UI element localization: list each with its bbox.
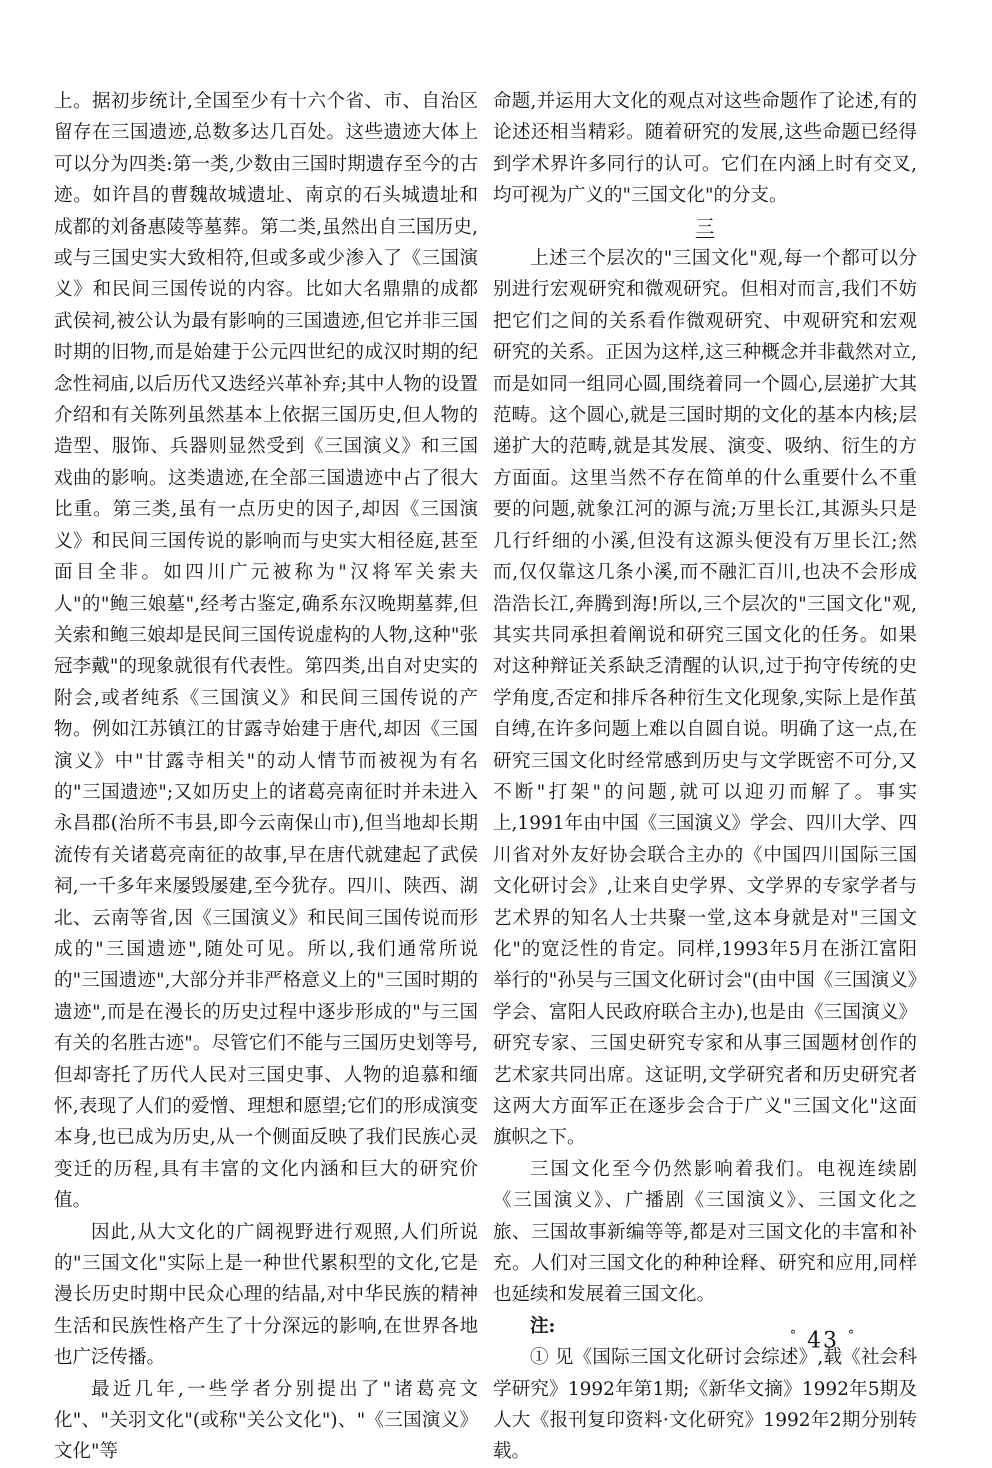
body-paragraph: 上。据初步统计,全国至少有十六个省、市、自治区留存在三国遗迹,总数多达几百处。这些遗迹大体上可以分为四类:第一类,少数由三国时期遗存至今的古迹。如许昌的曹魏故城遗址、南京的石头城遗址和成都的刘备惠陵等墓葬。第二类,虽然出自三国历史,或与三国史实大致相符,但或多或少渗入了《三国演义》和民间三国传说的内容。比如大名鼎鼎的成都武侯祠,被公认为最有影响的三国遗迹,但它并非三国时期的旧物,而是始建于公元四世纪的成汉时期的纪念性祠庙,以后历代又迭经兴革补弃;其中人物的设置介绍和有关陈列虽然基本上依据三国历史,但人物的造型、服饰、兵器则显然受到《三国演义》和三国戏曲的影响。这类遗迹,在全部三国遗迹中占了很大比重。第三类,虽有一点历史的因子,却因《三国演义》和民间三国传说的影响而与史实大相径庭,甚至面目全非。如四川广元被称为"汉将军关索夫人"的"鲍三娘墓",经考古鉴定,确系东汉晚期墓葬,但关索和鲍三娘却是民间三国传说虚构的人物,这种"张冠李戴"的现象就很有代表性。第四类,出自对史实的附会,或者纯系《三国演义》和民间三国传说的产物。例如江苏镇江的甘露寺始建于唐代,却因《三国演义》中"甘露寺相关"的动人情节而被视为有名的"三国遗迹";又如历史上的诸葛亮南征时并未进入永昌郡(治所不韦县,即今云南保山市),但当地却长期流传有关诸葛亮南征的故事,早在唐代就建起了武侯祠,一千多年来屡毁屡建,至今犹存。四川、陕西、湖北、云南等省,因《三国演义》和民间三国传说而形成的"三国遗迹",随处可见。所以,我们通常所说的"三国遗迹",大部分并非严格意义上的"三国时期的遗迹",而是在漫长的历史过程中逐步形成的"与三国有关的名胜古迹"。尽管它们不能与三国历史划等号,但却寄托了历代人民对三国史事、人物的追慕和缅怀,表现了人们的爱憎、理想和愿望;它们的形成演变本身,也已成为历史,从一个侧面反映了我们民族心灵变迁的历程,具有丰富的文化内涵和巨大的研究价值。 — [54, 91, 478, 1212]
body-paragraph: 命题,并运用大文化的观点对这些命题作了论述,有的论述还相当精彩。随着研究的发展,这些命题已经得到学术界许多同行的认可。它们在内涵上时有交叉,均可视为广义的"三国文化"的分支。 — [493, 91, 917, 207]
left-column — [54, 86, 478, 1468]
page-number-dot-right: ° — [848, 1328, 856, 1342]
notes-label: 注: — [530, 1315, 556, 1337]
page-number — [790, 1328, 856, 1353]
section-heading — [493, 212, 917, 243]
section-heading-text: 三 — [695, 216, 715, 238]
body-paragraph: 最近几年,一些学者分别提出了"诸葛亮文化"、"关羽文化"(或称"关公文化")、"《三国演义》文化"等 — [54, 1378, 478, 1463]
footnote: ① 见《国际三国文化研讨会综述》,载《社会科学研究》1992年第1期;《新华文摘》1992年5期及人大《报刊复印资料·文化研究》1992年2期分别转载。 — [493, 1347, 917, 1463]
page-number-dot-left: ° — [790, 1328, 798, 1342]
body-paragraph: 上述三个层次的"三国文化"观,每一个都可以分别进行宏观研究和微观研究。但相对而言,我们不妨把它们之间的关系看作微观研究、中观研究和宏观研究的关系。正因为这样,这三种概念并非截然对立,而是如同一组同心圆,围绕着同一个圆心,层递扩大其范畴。这个圆心,就是三国时期的文化的基本内核;层递扩大的范畴,就是其发展、演变、吸纳、衍生的方方面面。这里当然不存在简单的什么重要什么不重要的问题,就象江河的源与流;万里长江,其源头只是几行纤细的小溪,但没有这源头便没有万里长江;然而,仅仅靠这几条小溪,而不融汇百川,也决不会形成浩浩长江,奔腾到海!所以,三个层次的"三国文化"观,其实共同承担着阐说和研究三国文化的任务。如果对这种辩证关系缺乏清醒的认识,过于拘守传统的史学角度,否定和排斥各种衍生文化现象,实际上是作茧自缚,在许多问题上难以自圆自说。明确了这一点,在研究三国文化时经常感到历史与文学既密不可分,又不断"打架"的问题,就可以迎刃而解了。事实上,1991年由中国《三国演义》学会、四川大学、四川省对外友好协会联合主办的《中国四川国际三国文化研讨会》,让来自史学界、文学界的专家学者与艺术界的知名人士共聚一堂,这本身就是对"三国文化"的宽泛性的肯定。同样,1993年5月在浙江富阳举行的"孙吴与三国文化研讨会"(由中国《三国演义》学会、富阳人民政府联合主办),也是由《三国演义》研究专家、三国史研究专家和从事三国题材创作的艺术家共同出席。这证明,文学研究者和历史研究者这两大方面军正在逐步会合于广义"三国文化"这面旗帜之下。 — [493, 248, 917, 1149]
right-column — [493, 86, 917, 1468]
page-number-value: 43 — [807, 1328, 839, 1354]
body-paragraph: 因此,从大文化的广阔视野进行观照,人们所说的"三国文化"实际上是一种世代累积型的文化,它是漫长历史时期中民众心理的结晶,对中华民族的精神生活和民族性格产生了十分深远的影响,在世界各地也广泛传播。 — [54, 1221, 478, 1369]
body-paragraph: 三国文化至今仍然影响着我们。电视连续剧《三国演义》、广播剧《三国演义》、三国文化之旅、三国故事新编等等,都是对三国文化的丰富和补充。人们对三国文化的种种诠释、研究和应用,同样也延续和发展着三国文化。 — [493, 1158, 917, 1306]
